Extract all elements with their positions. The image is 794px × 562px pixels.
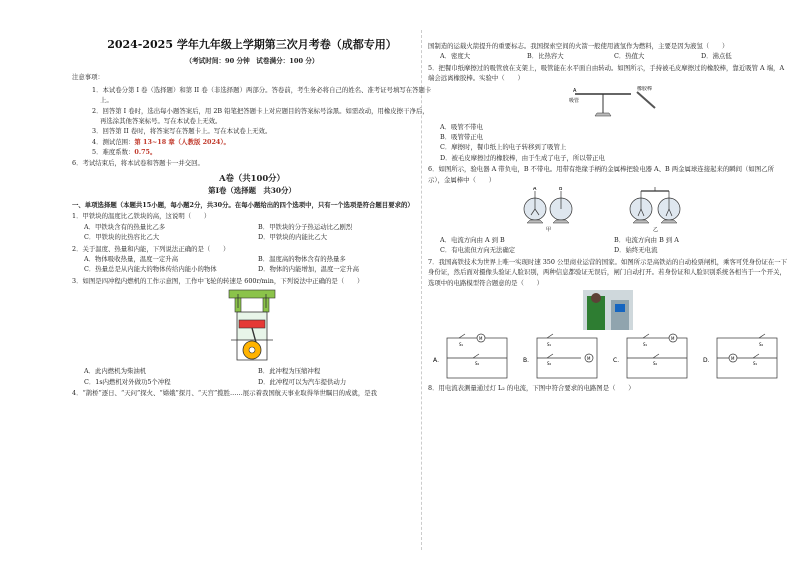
engine-figure — [72, 288, 432, 364]
figure-jia-label: 甲 — [546, 227, 552, 234]
figure-yi-label: 乙 — [653, 227, 659, 234]
switch-s2-label: S₂ — [759, 342, 764, 348]
circuit-d-icon — [703, 332, 783, 382]
straw-experiment-icon — [553, 86, 663, 120]
option-d: D．甲铁块的内能比乙大 — [258, 233, 328, 242]
option-c: C．有电流但方向无法确定 — [440, 246, 516, 255]
option-d: D．沸点低 — [701, 52, 732, 61]
option-a: A．甲铁块含有的热量比乙多 — [84, 222, 166, 231]
option-b: B．甲铁块的分子热运动比乙剧烈 — [258, 222, 353, 231]
question-3 — [72, 276, 432, 387]
electroscope-diagram-icon — [513, 187, 703, 233]
option-b: B．吸管带正电 — [440, 133, 484, 142]
electroscope-a-label: A — [533, 187, 537, 193]
question-7 — [428, 257, 788, 382]
circuit-c-icon — [613, 332, 693, 382]
switch-s1-label: S₁ — [459, 342, 464, 348]
question-stem: 8．用电流表测量通过灯 L₂ 的电流，下图中符合要求的电路图是（ ） — [428, 384, 635, 393]
option-d: D．此冲程可以为汽车提供动力 — [258, 377, 347, 386]
switch-s2-label: S₂ — [475, 361, 480, 367]
option-a: A．密度大 — [440, 52, 471, 61]
option-c: C．甲铁块的比热容比乙大 — [84, 233, 160, 242]
switch-s1-label: S₁ — [753, 361, 758, 367]
option-b: B．温度高的物体含有的热量多 — [258, 254, 346, 263]
option-d: D．被毛皮摩擦过的橡胶棒，由于生成了电子，所以带正电 — [440, 153, 605, 162]
option-d: D．物体的内能增加，温度一定升高 — [258, 265, 359, 274]
instruction-text: 一、单项选择题（本题共15小题，每小题2分，共30分。在每小题给出的四个选项中，只有一个选项是符合题目要求的） — [72, 200, 414, 209]
exam-title: 2024-2025 学年九年级上学期第三次月考卷（成都专用） — [107, 38, 397, 51]
option-c: C．1s内燃机对外做功5个冲程 — [84, 377, 171, 386]
question-5 — [428, 63, 788, 163]
option-c: C．热量总是从内能大的物体传给内能小的物体 — [84, 265, 217, 274]
circuit-label: C． — [613, 357, 624, 365]
switch-s2-label: S₂ — [547, 361, 552, 367]
circuit-label: D． — [703, 357, 714, 365]
question-stem: 3．如图是四冲程内燃机的工作示意图，工作中飞轮的转速是 600r/min，下列说法中正确的是（ ） — [72, 276, 364, 285]
circuit-label: A． — [433, 357, 444, 365]
straw-end-label: A — [573, 87, 577, 94]
motor-label: M — [479, 336, 483, 342]
rod-label: 橡胶棒 — [637, 85, 653, 92]
switch-s1-label: S₁ — [547, 342, 552, 348]
question-stem: 5．把餐巾纸摩擦过的吸管放在支架上，吸管能在水平面自由转动。如图所示，手持被毛皮摩擦过的橡胶棒，靠近吸管 A 端，A端会远离橡胶棒。实验中（ ） — [428, 63, 785, 83]
option-c: C．热值大 — [614, 52, 645, 61]
right-column — [428, 40, 788, 394]
option-c: C．摩擦时，餐巾纸上的电子转移到了吸管上 — [440, 143, 567, 152]
option-b: B．比热容大 — [527, 52, 564, 61]
question-stem: 4．“鹊桥”逐日、“天问”探火、“嫦娥”探月、“天宫”揽胜……展示着我国航天事业取得举世瞩目的成就，是我 — [72, 388, 377, 397]
notice-difficulty-prefix: 5．难度系数： — [92, 148, 135, 157]
motor-label: M — [731, 356, 735, 362]
question-2 — [72, 244, 432, 275]
straw-label: 吸管 — [569, 97, 580, 104]
ticket-gate-photo — [428, 290, 788, 330]
motor-label: M — [671, 336, 675, 342]
notice-scope-value: 第 13~18 章（人教版 2024）。 — [134, 137, 230, 146]
option-a: A．物体吸收热量，温度一定升高 — [84, 254, 179, 263]
switch-s2-label: S₂ — [653, 361, 658, 367]
notice-item: 2．回答第 I 卷时，选出每小题答案后，用 2B 铅笔把答题卡上对应题目的答案标号涂黑。如需改动，用橡皮擦干净后，再选涂其他答案标号。写在本试卷上无效。 — [92, 106, 429, 126]
notice-item-scope — [72, 137, 432, 147]
question-stem: 6．如图所示，验电器 A 带负电，B 不带电。用带有绝缘手柄的金属棒把验电器 A、B 两金属球连接起来的瞬间（如图乙所示），金属棒中（ ） — [428, 165, 774, 184]
engine-diagram-icon — [217, 288, 287, 364]
electroscope-b-label: B — [559, 187, 563, 193]
notice-heading: 注意事项： — [72, 73, 104, 82]
option-a: A．电流方向由 A 到 B — [440, 236, 505, 245]
question-6 — [428, 164, 788, 256]
question-8 — [428, 383, 788, 393]
left-column — [72, 36, 432, 398]
electroscope-figure — [428, 187, 788, 233]
circuit-options — [428, 332, 788, 382]
straw-figure — [428, 86, 788, 120]
option-d: D．始终无电流 — [614, 246, 658, 255]
option-b: B．电流方向由 B 到 A — [614, 236, 679, 245]
option-a: A．此内燃机为柴油机 — [84, 367, 147, 376]
question-1 — [72, 211, 432, 242]
circuit-label: B． — [523, 357, 534, 365]
question-stem: 国制造的运载火箭提升的重要标志。我国探索空间的火箭一般使用液氢作为燃料，主要是因为液氢（ ） — [428, 42, 729, 50]
option-b: B．此冲程为压缩冲程 — [258, 367, 321, 376]
notice-item: 3．回答第 II 卷时，将答案写在答题卡上。写在本试卷上无效。 — [92, 127, 272, 136]
question-stem: 2．关于温度、热量和内能，下列说法正确的是（ ） — [72, 244, 230, 253]
notice-scope-prefix: 4．测试范围： — [92, 137, 135, 146]
circuit-a-icon — [433, 332, 513, 382]
section-a-title: A卷（共100分） — [219, 173, 285, 184]
part-one-title: 第I卷（选择题 共30分） — [208, 186, 296, 196]
question-stem: 7．我国高铁技术为世界上唯一实现时速 350 公里商业运营的国家。如图所示是高铁站的自动检票闸机，乘客可凭身份证在一下身份证，然后面对摄像头验证人脸识别，两种信息都验证无误后，闸门自动打开。若身份证和人脸识别系统各相当于一个开关，选项中的电路模型符合题意的是（ ） — [428, 257, 788, 287]
option-a: A．吸管不带电 — [440, 122, 483, 131]
question-stem: 1．甲铁块的温度比乙铁块的高，这说明（ ） — [72, 212, 211, 221]
notice-difficulty-value: 0.75。 — [134, 148, 157, 157]
notice-item: 6．考试结束后，将本试卷和答题卡一并交回。 — [72, 158, 204, 167]
question-4 — [72, 388, 432, 398]
circuit-b-icon — [523, 332, 603, 382]
exam-subtitle: （考试时间：90 分钟 试卷满分：100 分） — [185, 57, 319, 65]
notice-item-difficulty — [72, 147, 432, 157]
switch-s1-label: S₁ — [643, 342, 648, 348]
ticket-gate-photo-icon — [583, 290, 633, 330]
motor-label: M — [587, 356, 591, 362]
question-4-continued — [428, 41, 788, 62]
notice-item: 1．本试卷分第 I 卷（选择题）和第 II 卷（非选择题）两部分。答卷前，考生务必将自己的姓名、准考证号填写在答题卡上。 — [92, 85, 432, 105]
